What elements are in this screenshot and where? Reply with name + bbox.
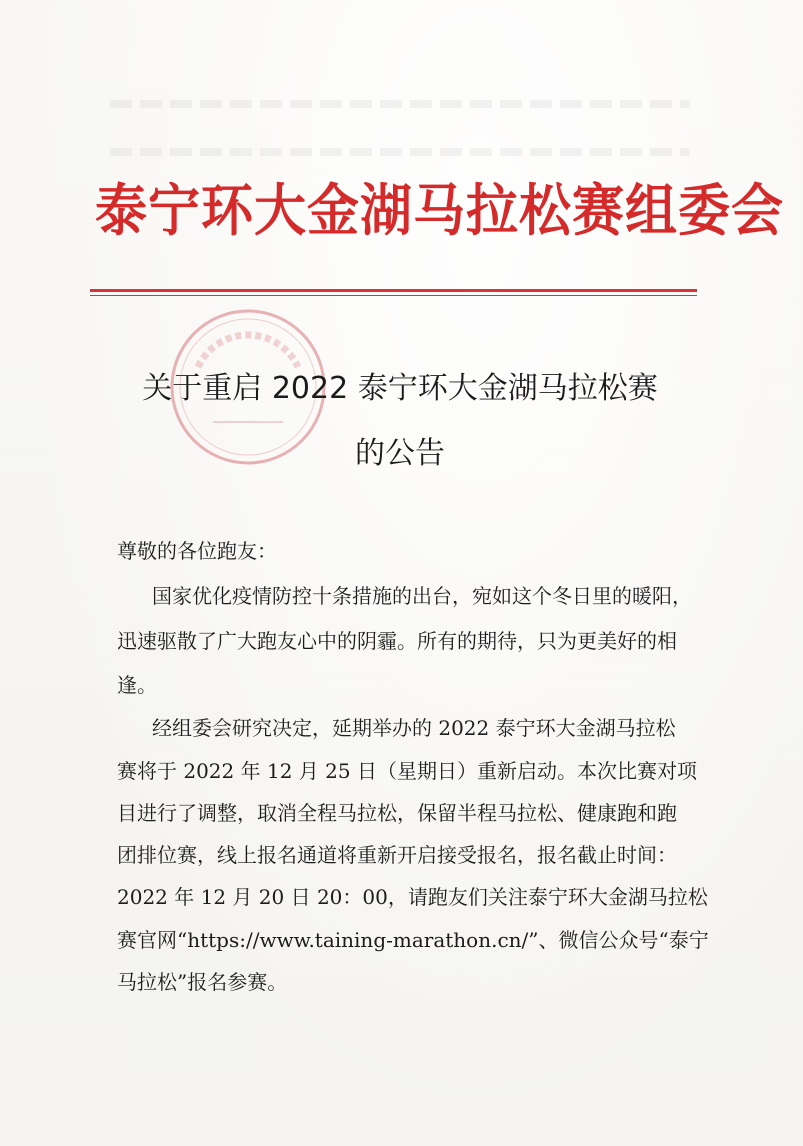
body-line: 逢。 [117,673,157,697]
red-divider-thick [90,289,697,292]
body-line: 经组委会研究决定，延期举办的 2022 泰宁环大金湖马拉松 [152,716,676,740]
notice-title-line-2: 的公告 [355,436,445,471]
organization-header: 泰宁环大金湖马拉松赛组委会 [95,177,785,244]
salutation: 尊敬的各位跑友： [117,539,277,563]
body-line: 马拉松”报名参赛。 [117,970,288,994]
body-line: 赛将于 2022 年 12 月 25 日（星期日）重新启动。本次比赛对项 [117,759,697,783]
body-line: 国家优化疫情防控十条措施的出台，宛如这个冬日里的暖阳， [152,584,692,608]
red-divider-thin [90,295,697,296]
body-line: 迅速驱散了广大跑友心中的阴霾。所有的期待，只为更美好的相 [117,629,677,653]
notice-title-line-1: 关于重启 2022 泰宁环大金湖马拉松赛 [142,371,658,406]
body-line: 2022 年 12 月 20 日 20：00，请跑友们关注泰宁环大金湖马拉松 [117,885,708,909]
body-line: 赛官网“https://www.taining-marathon.cn/”、微信公众号“泰宁 [117,928,709,952]
show-through-ghost-line [110,148,690,156]
show-through-ghost-line [110,100,690,108]
body-line: 团排位赛，线上报名通道将重新开启接受报名，报名截止时间： [117,843,677,867]
body-line: 目进行了调整，取消全程马拉松，保留半程马拉松、健康跑和跑 [117,801,677,825]
